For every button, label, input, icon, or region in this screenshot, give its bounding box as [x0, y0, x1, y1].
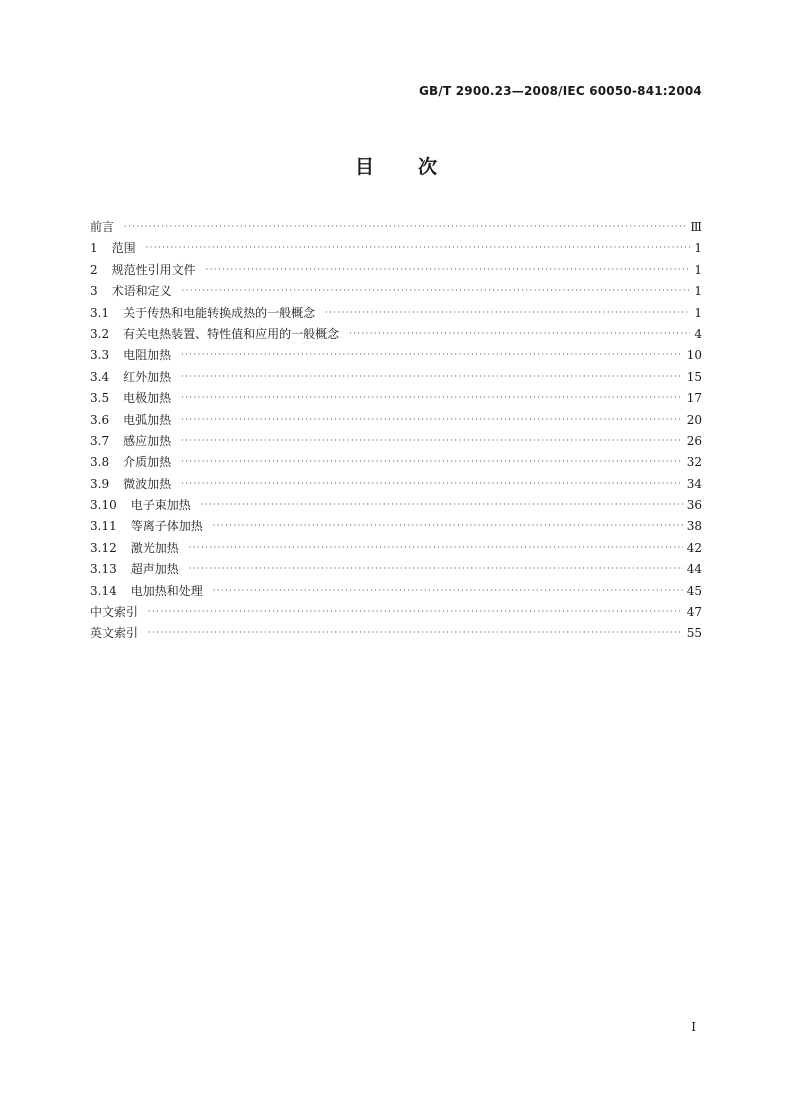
toc-number: 3.3 — [90, 348, 110, 363]
toc-leader-dots — [206, 259, 690, 280]
toc-entry[interactable] — [90, 581, 702, 602]
toc-entry[interactable] — [90, 410, 702, 431]
toc-entry[interactable] — [90, 281, 702, 302]
toc-number: 3.13 — [90, 562, 117, 577]
toc-number: 3.5 — [90, 391, 110, 406]
toc-number: 2 — [90, 262, 98, 277]
toc-label: 激光加热 — [130, 540, 179, 555]
toc-number: 3.14 — [90, 583, 117, 598]
toc-leader-dots — [181, 366, 683, 387]
toc-label: 感应加热 — [123, 433, 172, 448]
document-code: GB/T 2900.23—2008/IEC 60050-841:2004 — [418, 84, 702, 98]
toc-page: 1 — [694, 284, 702, 299]
toc-number: 3.8 — [90, 455, 110, 470]
toc-leader-dots — [201, 494, 683, 515]
toc-leader-dots — [124, 216, 686, 237]
toc-label: 超声加热 — [130, 562, 179, 577]
toc-number: 3 — [90, 284, 98, 299]
toc-number: 3.6 — [90, 412, 110, 427]
table-of-contents — [90, 217, 702, 645]
toc-label: 中文索引 — [90, 605, 139, 620]
toc-page: 38 — [686, 519, 702, 534]
toc-label: 关于传热和电能转换成热的一般概念 — [123, 305, 316, 320]
toc-entry[interactable] — [90, 367, 702, 388]
toc-page: Ⅲ — [690, 220, 702, 234]
toc-label: 电极加热 — [123, 391, 172, 406]
toc-leader-dots — [181, 451, 683, 472]
toc-leader-dots — [181, 387, 683, 408]
toc-entry[interactable] — [90, 260, 702, 281]
toc-label: 电弧加热 — [123, 412, 172, 427]
toc-label: 电加热和处理 — [130, 583, 203, 598]
toc-entry[interactable] — [90, 388, 702, 409]
toc-number: 3.2 — [90, 326, 110, 341]
toc-page: 20 — [686, 412, 702, 427]
toc-label: 电子束加热 — [130, 498, 191, 513]
toc-label: 前言 — [90, 220, 115, 234]
toc-leader-dots — [181, 344, 683, 365]
toc-page: 45 — [686, 583, 702, 598]
toc-leader-dots — [181, 473, 683, 494]
toc-page: 36 — [686, 498, 702, 513]
toc-label: 介质加热 — [123, 455, 172, 470]
toc-page: 42 — [686, 540, 702, 555]
toc-entry[interactable] — [90, 303, 702, 324]
toc-leader-dots — [181, 409, 683, 430]
toc-entry[interactable] — [90, 516, 702, 537]
toc-page: 47 — [686, 605, 702, 620]
toc-page: 10 — [686, 348, 702, 363]
toc-label: 电阻加热 — [123, 348, 172, 363]
toc-number: 3.7 — [90, 433, 110, 448]
toc-number: 3.9 — [90, 476, 110, 491]
toc-page: 15 — [686, 369, 702, 384]
toc-number: 3.10 — [90, 498, 117, 513]
toc-page: 1 — [694, 305, 702, 320]
toc-leader-dots — [148, 622, 683, 643]
toc-page: 55 — [686, 626, 702, 641]
toc-entry[interactable] — [90, 474, 702, 495]
toc-entry[interactable] — [90, 238, 702, 259]
toc-page: 17 — [686, 391, 702, 406]
page-title — [0, 152, 792, 179]
toc-entry[interactable] — [90, 495, 702, 516]
toc-number: 3.12 — [90, 540, 117, 555]
toc-entry[interactable] — [90, 324, 702, 345]
toc-entry[interactable] — [90, 431, 702, 452]
toc-leader-dots — [349, 323, 690, 344]
toc-label: 范围 — [111, 241, 136, 256]
toc-label: 英文索引 — [90, 626, 139, 641]
title-char-1: 目 — [354, 156, 374, 178]
toc-number: 3.4 — [90, 369, 110, 384]
toc-leader-dots — [325, 302, 690, 323]
toc-leader-dots — [189, 537, 683, 558]
toc-entry[interactable] — [90, 559, 702, 580]
toc-label: 红外加热 — [123, 369, 172, 384]
toc-entry[interactable] — [90, 345, 702, 366]
toc-number: 3.11 — [90, 519, 117, 534]
toc-leader-dots — [213, 580, 683, 601]
toc-label: 术语和定义 — [111, 284, 172, 299]
toc-number: 3.1 — [90, 305, 110, 320]
toc-page: 1 — [694, 262, 702, 277]
toc-page: 32 — [686, 455, 702, 470]
toc-page: 44 — [686, 562, 702, 577]
toc-label: 等离子体加热 — [130, 519, 203, 534]
toc-leader-dots — [182, 280, 690, 301]
toc-entry[interactable] — [90, 623, 702, 644]
toc-entry[interactable] — [90, 602, 702, 623]
toc-leader-dots — [189, 558, 683, 579]
title-char-2: 次 — [418, 156, 438, 178]
toc-entry[interactable] — [90, 217, 702, 238]
toc-label: 规范性引用文件 — [111, 262, 196, 277]
toc-number: 1 — [90, 241, 98, 256]
toc-entry[interactable] — [90, 538, 702, 559]
toc-page: 4 — [694, 326, 702, 341]
toc-label: 有关电热装置、特性值和应用的一般概念 — [123, 326, 340, 341]
toc-page: 34 — [686, 476, 702, 491]
toc-entry[interactable] — [90, 452, 702, 473]
toc-page: 1 — [694, 241, 702, 256]
toc-leader-dots — [181, 430, 683, 451]
page-number: I — [691, 1020, 696, 1034]
toc-leader-dots — [213, 515, 683, 536]
toc-label: 微波加热 — [123, 476, 172, 491]
toc-page: 26 — [686, 433, 702, 448]
toc-leader-dots — [146, 237, 690, 258]
toc-leader-dots — [148, 601, 683, 622]
